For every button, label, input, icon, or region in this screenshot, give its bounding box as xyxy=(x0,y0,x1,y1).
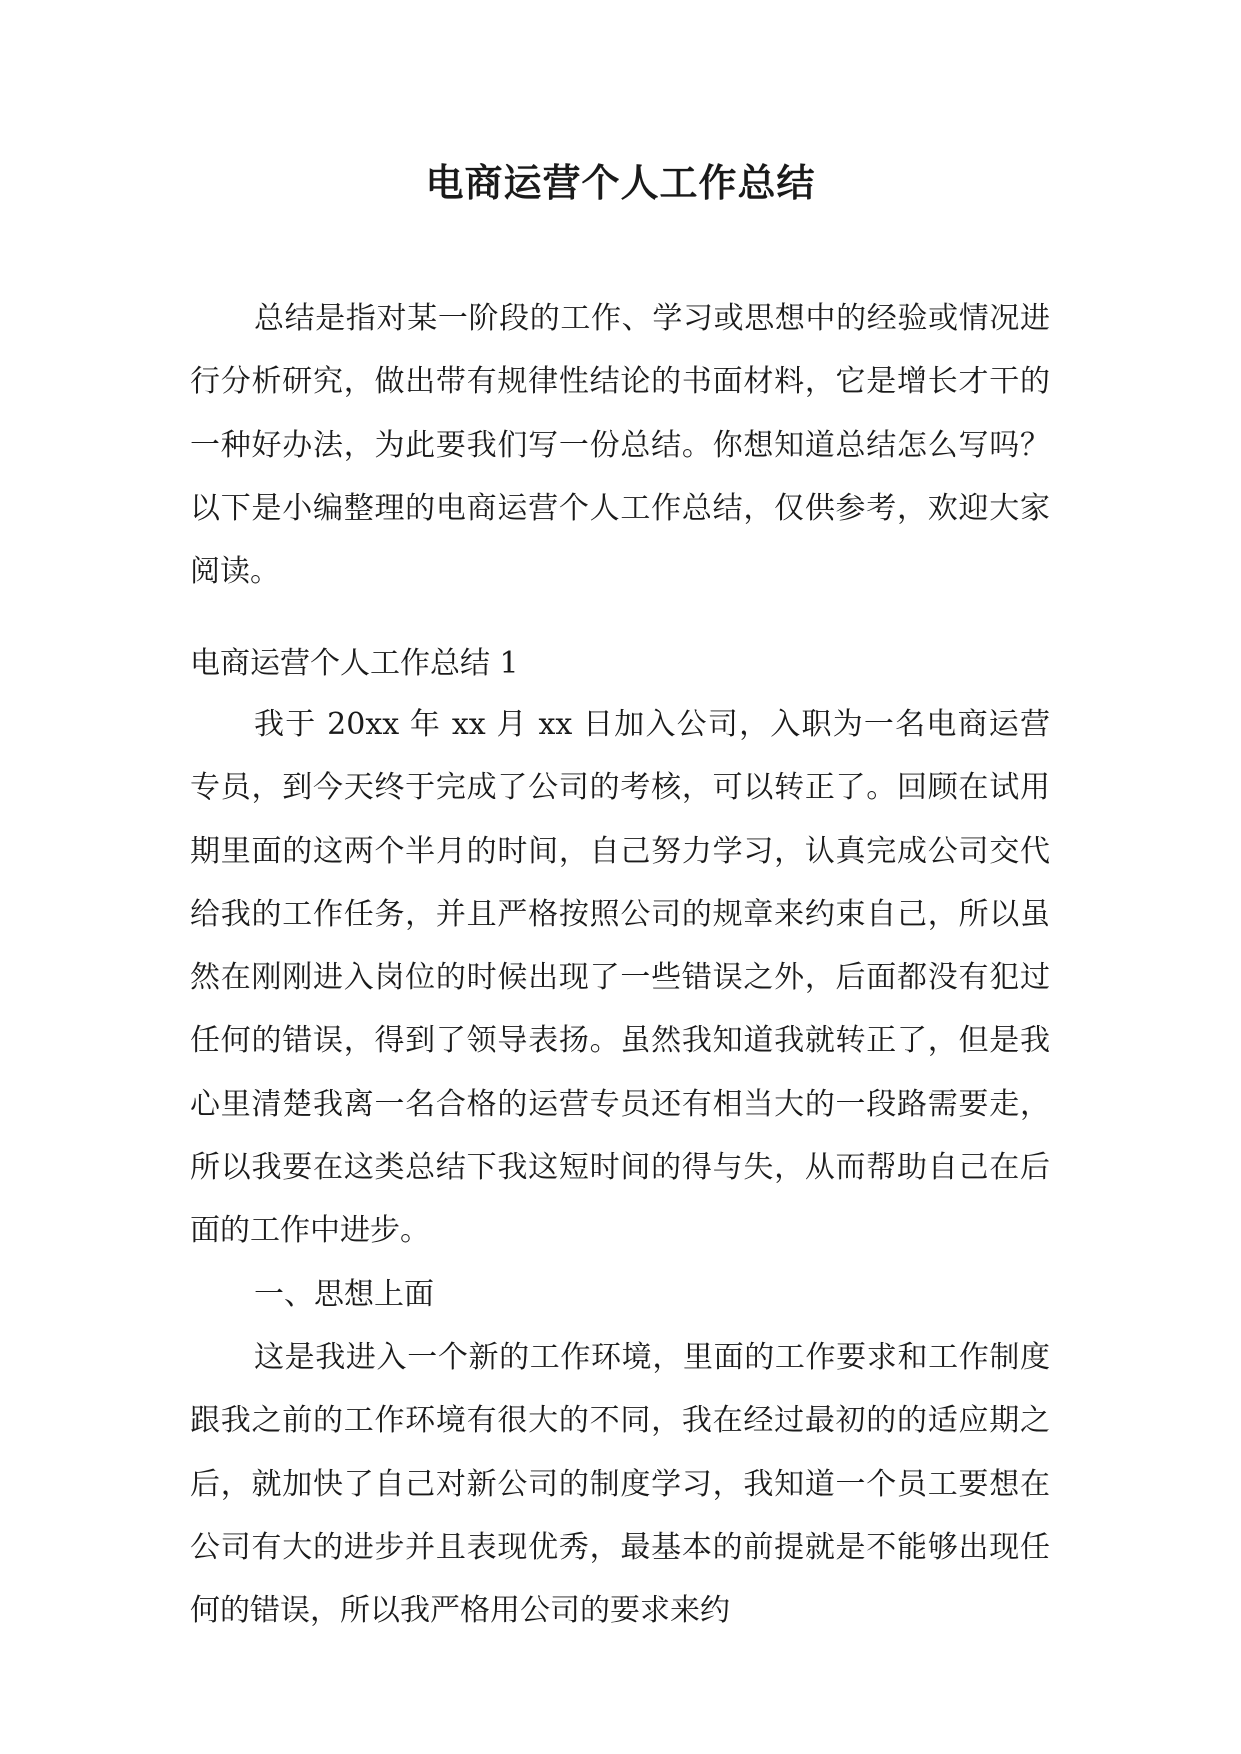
paragraph-new-environment: 这是我进入一个新的工作环境，里面的工作要求和工作制度跟我之前的工作环境有很大的不同，我在经过最初的的适应期之后，就加快了自己对新公司的制度学习，我知道一个员工要想在公司有大的进步并且表现优秀，最基本的前提就是不能够出现任何的错误，所以我严格用公司的要求来约 xyxy=(190,1339,1050,1629)
intro-paragraph: 总结是指对某一阶段的工作、学习或思想中的经验或情况进行分析研究，做出带有规律性结论的书面材料，它是增长才干的一种好办法，为此要我们写一份总结。你想知道总结怎么写吗？以下是小编整理的电商运营个人工作总结，仅供参考，欢迎大家阅读。 xyxy=(190,301,1050,590)
section-body xyxy=(190,693,1050,1642)
section-heading: 电商运营个人工作总结 1 xyxy=(190,646,519,681)
document-title: 电商运营个人工作总结 xyxy=(425,161,816,205)
subheading-thinking: 一、思想上面 xyxy=(254,1276,434,1312)
paragraph-onboarding: 我于 20xx 年 xx 月 xx 日加入公司，入职为一名电商运营专员，到今天终于完成了公司的考核，可以转正了。回顾在试用期里面的这两个半月的时间，自己努力学习，认真完成公司交代给我的工作任务，并且严格按照公司的规章来约束自己，所以虽然在刚刚进入岗位的时候出现了一些错误之外，后面都没有犯过任何的错误，得到了领导表扬。虽然我知道我就转正了，但是我心里清楚我离一名合格的运营专员还有相当大的一段路需要走，所以我要在这类总结下我这短时间的得与失，从而帮助自己在后面的工作中进步。 xyxy=(190,707,1050,1249)
